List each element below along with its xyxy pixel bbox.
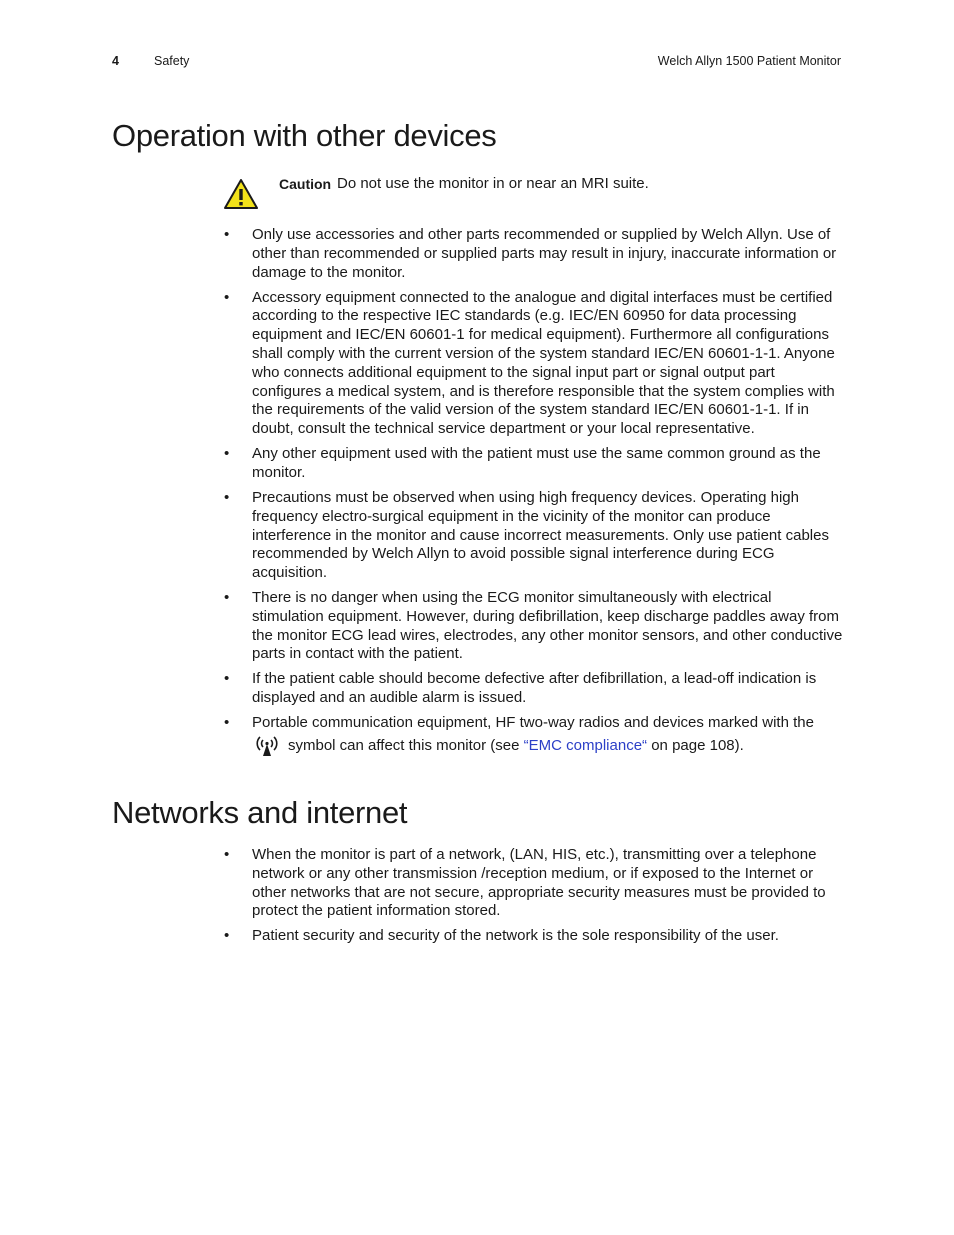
caution-text: Do not use the monitor in or near an MRI suite. bbox=[337, 175, 649, 192]
header-section: Safety bbox=[154, 54, 190, 68]
list-item: • Only use accessories and other parts recommended or supplied by Welch Allyn. Use of other than recommended or supplied parts may result in injury, inaccurate information or damage to the monitor. bbox=[224, 226, 837, 281]
list-item: • If the patient cable should become defective after defibrillation, a lead-off indication is displayed and an audible alarm is issued. bbox=[224, 670, 817, 707]
list-item-text: There is no danger when using the ECG monitor simultaneously with electrical stimulation equipment. However, during defibrillation, keep discharge paddles away from the monitor ECG lead wires, electrodes, any other monitor sensors, and other conductive parts in contact with the patient. bbox=[252, 589, 843, 663]
list-item-text: Only use accessories and other parts recommended or supplied by Welch Allyn. Use of other than recommended or supplied parts may result in injury, inaccurate information or damage to the monitor. bbox=[252, 226, 837, 281]
networks-bullet-list bbox=[224, 846, 844, 952]
header-doc-title: Welch Allyn 1500 Patient Monitor bbox=[657, 54, 841, 68]
non-ionizing-radiation-icon bbox=[252, 733, 282, 757]
list-item-text: When the monitor is part of a network, (LAN, HIS, etc.), transmitting over a telephone network or any other transmission /reception medium, or if exposed to the Internet or other networks that are not secure, appropriate security measures must be provided to protect the patient information stored. bbox=[252, 846, 826, 920]
list-item-text: Accessory equipment connected to the analogue and digital interfaces must be certified according to the respective IEC standards (e.g. IEC/EN 60950 for data processing equipment and IEC/EN 60601-1 for medical equipment). Furthermore all configurations shall comply with the current version of the system standard IEC/EN 60601-1-1. Anyone who connects additional equipment to the signal input part or signal output part configures a medical system, and is therefore responsible that the system complies with the requirements of the valid version of the system standard IEC/EN 60601-1-1. If in doubt, consult the technical service department or your local representative. bbox=[252, 288, 835, 438]
list-item: • Portable communication equipment, HF two-way radios and devices marked with the symbol can affect this monitor (see “EMC compliance“ on page 108). bbox=[224, 714, 844, 757]
list-item: • Any other equipment used with the patient must use the same common ground as the monitor. bbox=[224, 445, 821, 481]
list-item-text: If the patient cable should become defective after defibrillation, a lead-off indication is displayed and an audible alarm is issued. bbox=[252, 670, 817, 707]
page-number: 4 bbox=[112, 54, 119, 68]
caution-label: Caution bbox=[279, 176, 332, 192]
list-item-text: Patient security and security of the network is the sole responsibility of the user. bbox=[252, 927, 779, 945]
list-item: • Patient security and security of the network is the sole responsibility of the user. bbox=[224, 927, 779, 945]
list-item: • Precautions must be observed when using high frequency devices. Operating high frequency electro-surgical equipment in the vicinity of the monitor can produce interference in the monitor and cause incorrect measurements. Only use patient cables recommended by Welch Allyn to avoid possible signal interference during ECG acquisition. bbox=[224, 488, 829, 582]
operation-bullet-list bbox=[224, 226, 844, 763]
list-item-text-part3: on page 108). bbox=[647, 737, 744, 755]
warning-triangle-icon bbox=[223, 178, 259, 210]
list-item-text-part1: Portable communication equipment, HF two-way radios and devices marked with the bbox=[252, 714, 814, 732]
list-item-text: Any other equipment used with the patient must use the same common ground as the monitor. bbox=[252, 445, 821, 481]
section-title-operation: Operation with other devices bbox=[112, 118, 497, 153]
emc-compliance-link[interactable]: “EMC compliance“ bbox=[523, 737, 648, 755]
list-item: • When the monitor is part of a network, (LAN, HIS, etc.), transmitting over a telephone network or any other transmission /reception medium, or if exposed to the Internet or other networks that are not secure, appropriate security measures must be provided to protect the patient information stored. bbox=[224, 846, 826, 920]
section-title-networks: Networks and internet bbox=[112, 795, 408, 830]
list-item: • Accessory equipment connected to the analogue and digital interfaces must be certified according to the respective IEC standards (e.g. IEC/EN 60950 for data processing equipment and IEC/EN 60601-1 for medical equipment). Furthermore all configurations shall comply with the current version of the system standard IEC/EN 60601-1-1. Anyone who connects additional equipment to the signal input part or signal output part configures a medical system, and is therefore responsible that the system complies with the requirements of the valid version of the system standard IEC/EN 60601-1-1. If in doubt, consult the technical service department or your local representative. bbox=[224, 288, 835, 438]
list-item-text-part2: symbol can affect this monitor (see bbox=[288, 737, 524, 755]
list-item-text: Precautions must be observed when using high frequency devices. Operating high frequency electro-surgical equipment in the vicinity of the monitor can produce interference in the monitor and cause incorrect measurements. Only use patient cables recommended by Welch Allyn to avoid possible signal interference during ECG acquisition. bbox=[252, 488, 829, 582]
list-item: • There is no danger when using the ECG monitor simultaneously with electrical stimulation equipment. However, during defibrillation, keep discharge paddles away from the monitor ECG lead wires, electrodes, any other monitor sensors, and other conductive parts in contact with the patient. bbox=[224, 589, 843, 663]
